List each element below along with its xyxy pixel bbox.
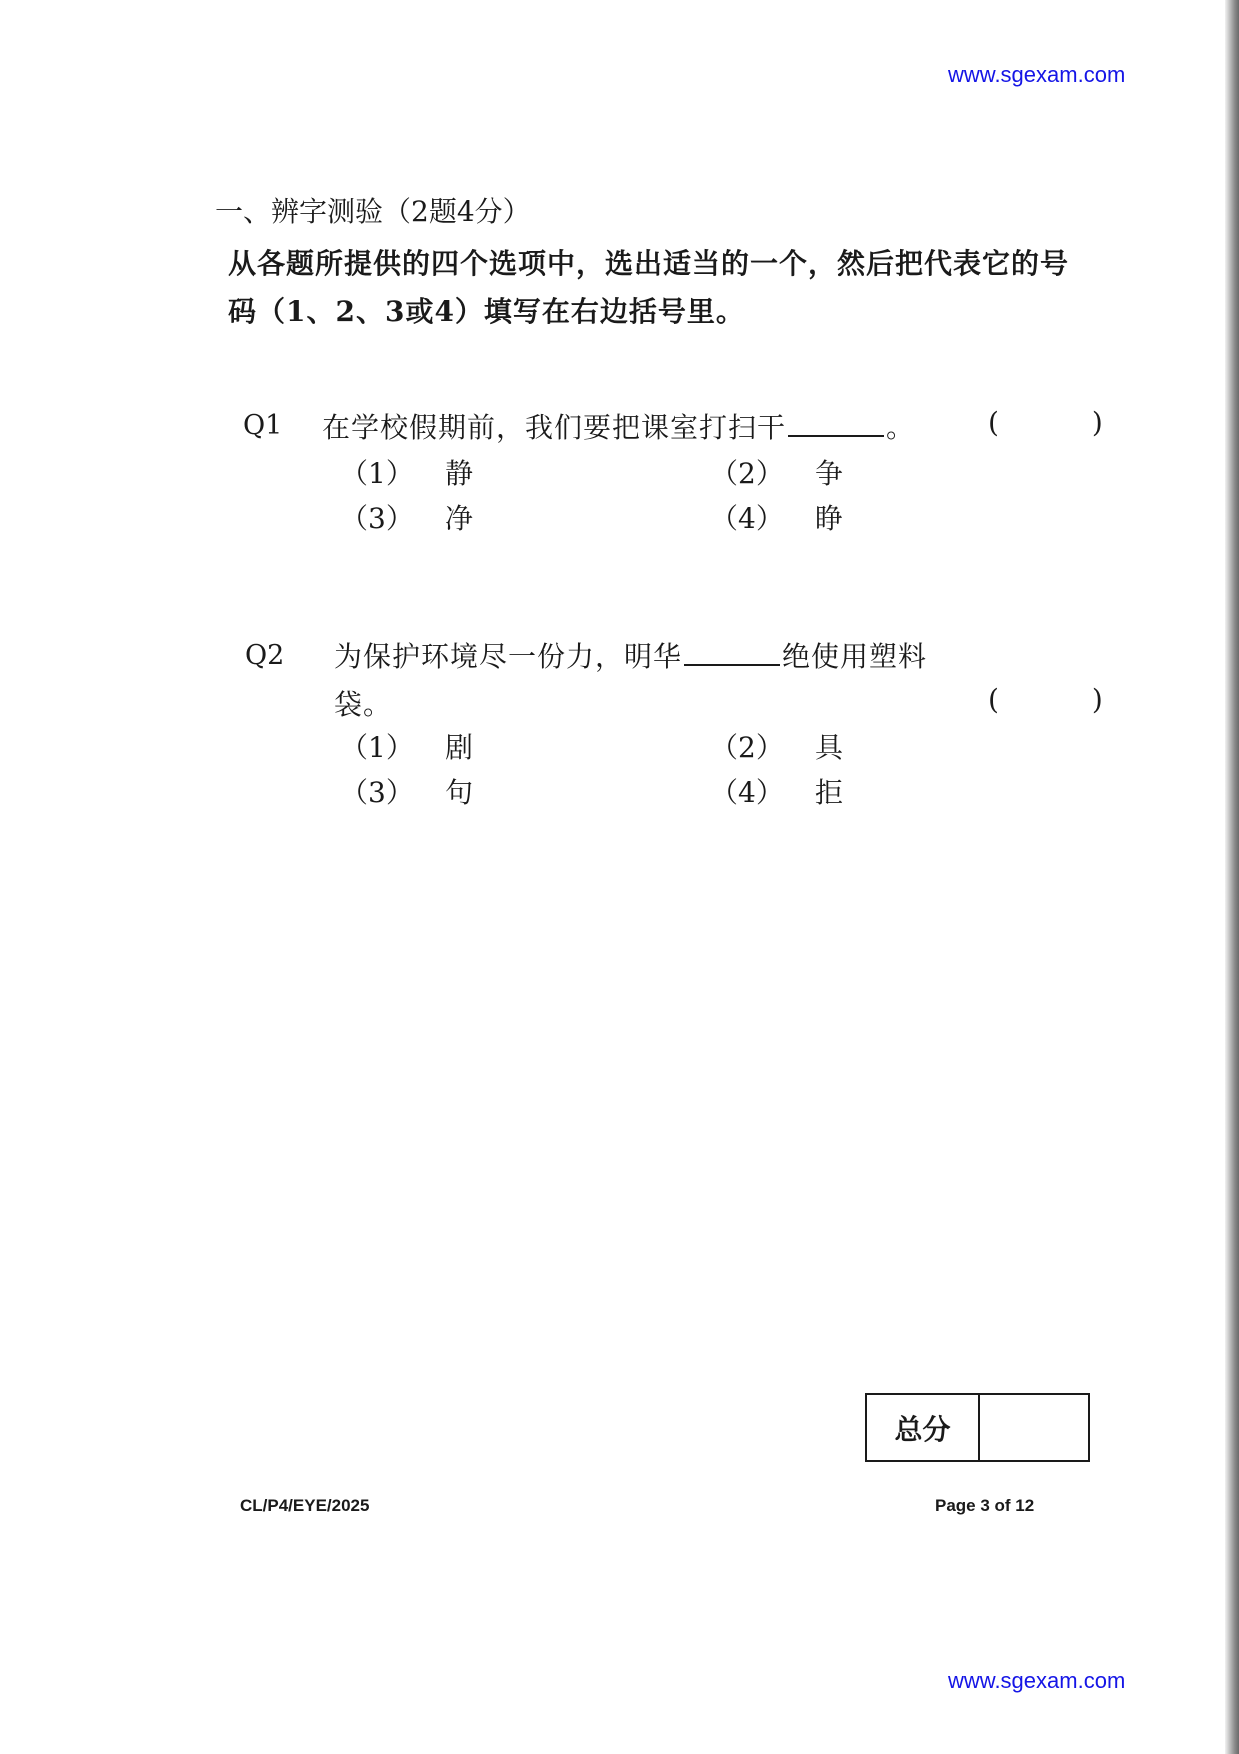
option-text: 争	[815, 457, 844, 490]
option-2[interactable]	[710, 726, 843, 766]
question-text-before: 为保护环境尽一份力，明华	[334, 640, 683, 673]
question-text-after: 绝使用塑料	[782, 640, 928, 673]
option-number: （3）	[340, 502, 414, 535]
answer-bracket[interactable]: ( )	[988, 683, 1145, 716]
option-text: 句	[445, 776, 474, 809]
option-text: 拒	[815, 776, 844, 809]
paper-code: CL/P4/EYE/2025	[240, 1496, 370, 1515]
question-number: Q2	[245, 640, 285, 671]
option-number: （2）	[710, 731, 784, 764]
option-number: （1）	[340, 457, 414, 490]
answer-blank	[788, 413, 884, 437]
option-1[interactable]	[340, 452, 473, 492]
watermark-link-top[interactable]: www.sgexam.com	[948, 62, 1126, 87]
option-4[interactable]	[710, 497, 843, 537]
option-4[interactable]	[710, 771, 843, 811]
watermark-link-bottom[interactable]: www.sgexam.com	[948, 1668, 1126, 1693]
answer-blank	[684, 642, 780, 666]
option-3[interactable]	[340, 497, 473, 537]
total-score-box	[865, 1393, 1090, 1462]
option-text: 剧	[445, 731, 474, 764]
section-title: 一、辨字测验（2题4分）	[215, 195, 531, 228]
question-text-before: 在学校假期前，我们要把课室打扫干	[322, 411, 787, 444]
option-3[interactable]	[340, 771, 473, 811]
total-score-field[interactable]	[980, 1395, 1088, 1460]
option-number: （4）	[710, 776, 784, 809]
option-number: （3）	[340, 776, 414, 809]
question-text-line2: 袋。	[334, 688, 393, 721]
option-text: 具	[815, 731, 844, 764]
option-number: （2）	[710, 457, 784, 490]
option-number: （4）	[710, 502, 784, 535]
option-2[interactable]	[710, 452, 843, 492]
option-1[interactable]	[340, 726, 473, 766]
total-score-label: 总分	[867, 1395, 980, 1460]
question-text	[322, 406, 915, 446]
option-text: 净	[445, 502, 474, 535]
option-text: 静	[445, 457, 474, 490]
option-text: 睁	[815, 502, 844, 535]
question-number: Q1	[243, 410, 283, 441]
answer-bracket[interactable]: ( )	[988, 406, 1145, 439]
question-text-after: 。	[886, 411, 916, 444]
section-instructions: 从各题所提供的四个选项中，选出适当的一个，然后把代表它的号码（1、2、3或4）填写在右边括号里。	[228, 247, 1070, 328]
option-number: （1）	[340, 731, 414, 764]
question-text	[334, 635, 927, 675]
scan-edge-shadow	[1225, 0, 1239, 1754]
page-number: Page 3 of 12	[935, 1496, 1035, 1515]
